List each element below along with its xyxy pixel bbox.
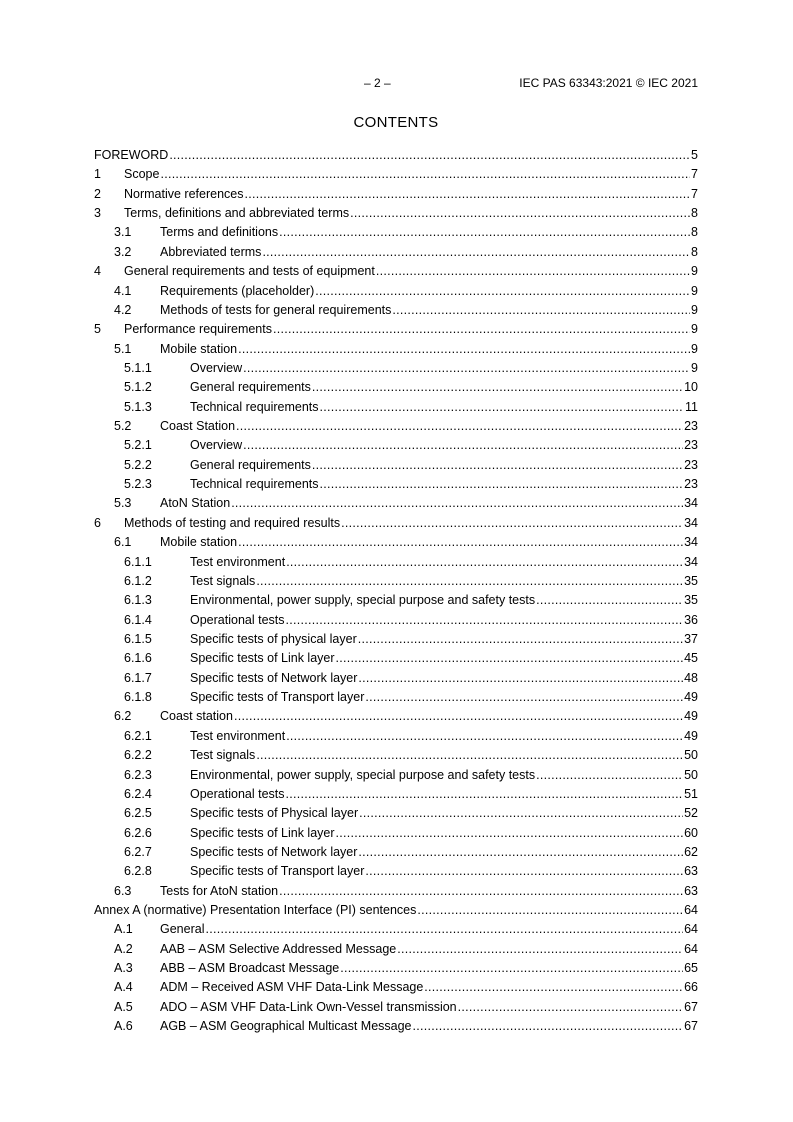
toc-entry[interactable] [94, 591, 698, 609]
toc-entry-page: 51 [684, 786, 698, 801]
toc-dot-leader [286, 785, 684, 803]
toc-entry[interactable] [94, 649, 698, 667]
toc-dot-leader [358, 669, 683, 687]
toc-entry-number: 3 [94, 206, 101, 221]
toc-entry-title: Specific tests of Network layer [190, 670, 358, 685]
toc-entry-number: 6.1.4 [124, 612, 152, 627]
toc-entry-number: 6.2 [114, 709, 132, 724]
toc-entry-page: 64 [684, 941, 698, 956]
toc-entry-title: Performance requirements [124, 322, 272, 337]
toc-entry-page: 64 [684, 922, 698, 937]
toc-entry-page: 9 [691, 302, 698, 317]
page-number: – 2 – [364, 76, 391, 90]
toc-entry-number: A.5 [114, 999, 133, 1014]
toc-entry-title: FOREWORD [94, 148, 169, 162]
toc-entry-title: Specific tests of Transport layer [190, 864, 365, 879]
toc-entry[interactable] [94, 456, 698, 474]
toc-entry[interactable] [94, 301, 698, 319]
toc-entry-page: 66 [684, 980, 698, 995]
toc-entry-page: 9 [691, 360, 698, 375]
toc-entry[interactable] [94, 572, 698, 590]
toc-entry-number: 4.1 [114, 283, 132, 298]
toc-entry-number: 6.1.2 [124, 573, 152, 588]
toc-entry-number: A.6 [114, 1019, 133, 1034]
toc-dot-leader [234, 707, 683, 725]
toc-dot-leader [236, 417, 683, 435]
toc-entry[interactable] [94, 862, 698, 880]
toc-entry-page: 23 [684, 438, 698, 453]
toc-entry-number: 3.1 [114, 225, 132, 240]
toc-entry[interactable] [94, 204, 698, 222]
toc-entry-title: Environmental, power supply, special purpose and safety tests [190, 593, 536, 608]
toc-entry-title: Specific tests of Network layer [190, 844, 358, 859]
toc-entry-title: AtoN Station [160, 496, 231, 511]
toc-entry-number: 6.2.1 [124, 728, 152, 743]
toc-entry-page: 8 [691, 225, 698, 240]
toc-dot-leader [358, 630, 683, 648]
toc-entry-number: 6.1.1 [124, 554, 152, 569]
toc-entry-title: Environmental, power supply, special purpose and safety tests [190, 767, 536, 782]
toc-entry-title: Test signals [190, 748, 256, 763]
toc-entry[interactable] [94, 978, 698, 996]
toc-entry-title: Specific tests of physical layer [190, 632, 357, 646]
toc-entry-page: 52 [684, 806, 698, 821]
toc-entry-page: 23 [684, 419, 698, 434]
toc-entry-number: 6 [94, 515, 101, 530]
toc-entry-number: 1 [94, 167, 101, 182]
toc-entry-title: Mobile station [160, 535, 238, 550]
toc-entry[interactable] [94, 630, 698, 648]
toc-dot-leader [273, 320, 690, 338]
toc-dot-leader [536, 591, 683, 609]
toc-entry-page: 10 [684, 380, 698, 395]
toc-entry-number: 6.2.8 [124, 864, 152, 879]
toc-entry-page: 34 [684, 496, 698, 511]
toc-entry-number: A.2 [114, 941, 133, 956]
toc-entry-number: A.4 [114, 980, 133, 995]
toc-entry-page: 62 [684, 844, 698, 859]
toc-dot-leader [424, 978, 683, 996]
toc-entry[interactable] [94, 824, 698, 842]
toc-dot-leader [336, 649, 684, 667]
toc-entry[interactable] [94, 940, 698, 958]
toc-entry-page: 8 [691, 206, 698, 221]
toc-entry-title: Test signals [190, 573, 256, 588]
toc-entry-page: 34 [684, 535, 698, 550]
toc-entry-page: 49 [684, 690, 698, 705]
page-header [94, 76, 698, 94]
toc-entry-title: Tests for AtoN station [160, 883, 279, 898]
toc-entry-number: 6.2.7 [124, 844, 152, 859]
toc-entry[interactable] [94, 843, 698, 861]
toc-entry[interactable] [94, 669, 698, 687]
toc-entry-page: 34 [684, 554, 698, 569]
toc-dot-leader [320, 398, 684, 416]
toc-entry-title: Specific tests of Transport layer [190, 690, 365, 705]
toc-entry-page: 35 [684, 593, 698, 608]
contents-title: CONTENTS [353, 114, 439, 131]
toc-entry[interactable] [94, 185, 698, 203]
toc-dot-leader [279, 223, 690, 241]
toc-entry-page: 63 [684, 883, 698, 898]
toc-entry[interactable] [94, 882, 698, 900]
toc-entry[interactable] [94, 262, 698, 280]
toc-entry-title: Mobile station [160, 341, 238, 356]
toc-entry-number: 5.1.1 [124, 360, 152, 375]
toc-dot-leader [320, 475, 684, 493]
toc-entry[interactable] [94, 282, 698, 300]
toc-entry-page: 9 [691, 283, 698, 298]
toc-entry-number: 4 [94, 264, 101, 279]
toc-entry-page: 48 [684, 670, 698, 685]
toc-entry-title: Normative references [124, 186, 244, 201]
toc-entry-page: 7 [691, 167, 698, 182]
toc-entry[interactable] [94, 611, 698, 629]
toc-entry-page: 50 [684, 767, 698, 782]
toc-entry-page: 50 [684, 748, 698, 763]
toc-entry[interactable] [94, 553, 698, 571]
toc-dot-leader [160, 165, 690, 183]
toc-dot-leader [243, 359, 690, 377]
toc-dot-leader [341, 514, 683, 532]
toc-entry[interactable] [94, 398, 698, 416]
toc-entry-title: General [160, 922, 205, 937]
toc-entry-title: Operational tests [190, 786, 285, 801]
toc-entry-title: Terms and definitions [160, 225, 279, 240]
toc-dot-leader [315, 282, 690, 300]
toc-entry[interactable] [94, 146, 698, 164]
toc-entry-page: 67 [684, 1019, 698, 1034]
toc-entry-number: 4.2 [114, 302, 132, 317]
toc-entry-title: ABB – ASM Broadcast Message [160, 961, 340, 976]
toc-entry-title: Specific tests of Link layer [190, 651, 335, 666]
toc-entry-number: 5.1 [114, 341, 132, 356]
toc-entry-number: 6.1 [114, 535, 132, 550]
toc-entry-title: AGB – ASM Geographical Multicast Message [160, 1019, 412, 1034]
toc-entry-number: 2 [94, 186, 101, 201]
toc-entry-number: 6.1.7 [124, 670, 152, 685]
toc-entry-title: ADM – Received ASM VHF Data-Link Message [160, 980, 424, 995]
toc-dot-leader [350, 204, 690, 222]
toc-entry-title: Technical requirements [190, 477, 319, 492]
toc-entry-title: General requirements [190, 457, 311, 472]
toc-entry-number: 5.1.3 [124, 399, 152, 414]
toc-entry-title: Requirements (placeholder) [160, 283, 315, 298]
toc-entry-title: Annex A (normative) Presentation Interface (PI) sentences [94, 903, 417, 918]
toc-entry-page: 11 [685, 399, 698, 414]
toc-entry[interactable] [94, 436, 698, 454]
toc-dot-leader [312, 378, 683, 396]
toc-dot-leader [262, 243, 690, 261]
toc-entry-number: 5.2.1 [124, 438, 152, 453]
toc-entry-page: 23 [684, 477, 698, 492]
toc-entry-number: A.1 [114, 922, 133, 937]
toc-entry-page: 67 [684, 999, 698, 1014]
toc-entry[interactable] [94, 475, 698, 493]
toc-entry-title: Overview [190, 360, 243, 375]
toc-dot-leader [245, 185, 691, 203]
toc-entry-page: 34 [684, 515, 698, 530]
toc-entry-page: 8 [691, 244, 698, 259]
toc-entry-title: Scope [124, 167, 160, 182]
toc-entry-number: 6.1.6 [124, 651, 152, 666]
toc-entry[interactable] [94, 1017, 698, 1035]
toc-entry-title: General requirements [190, 380, 311, 395]
toc-dot-leader [458, 998, 683, 1016]
toc-entry[interactable] [94, 727, 698, 745]
toc-dot-leader [243, 436, 683, 454]
toc-entry-number: 5.2.2 [124, 457, 152, 472]
toc-entry-title: Overview [190, 438, 243, 453]
toc-entry-page: 35 [684, 573, 698, 588]
toc-dot-leader [238, 533, 683, 551]
toc-dot-leader [536, 766, 683, 784]
toc-entry[interactable] [94, 901, 698, 919]
toc-entry-title: Specific tests of Physical layer [190, 806, 359, 821]
toc-entry[interactable] [94, 514, 698, 532]
toc-dot-leader [340, 959, 683, 977]
toc-entry-page: 60 [684, 825, 698, 840]
toc-entry[interactable] [94, 766, 698, 784]
toc-entry-title: AAB – ASM Selective Addressed Message [160, 941, 397, 956]
toc-entry[interactable] [94, 920, 698, 938]
toc-entry-number: 5.1.2 [124, 380, 152, 395]
toc-entry-title: Technical requirements [190, 399, 319, 414]
toc-entry-title: Methods of tests for general requirements [160, 302, 392, 317]
toc-entry[interactable] [94, 243, 698, 261]
toc-dot-leader [205, 920, 683, 938]
toc-entry-title: ADO – ASM VHF Data-Link Own-Vessel transmission [160, 999, 457, 1014]
toc-entry-title: Test environment [190, 554, 286, 569]
toc-entry-page: 36 [684, 612, 698, 627]
toc-entry-number: 6.2.3 [124, 767, 152, 782]
toc-entry-page: 65 [684, 961, 698, 976]
toc-dot-leader [238, 340, 690, 358]
toc-entry-title: Coast station [160, 709, 233, 724]
toc-dot-leader [417, 901, 683, 919]
toc-entry-title: Coast Station [160, 419, 236, 434]
toc-dot-leader [169, 146, 690, 164]
toc-dot-leader [397, 940, 683, 958]
toc-entry-page: 49 [684, 728, 698, 743]
toc-entry-title: Terms, definitions and abbreviated terms [124, 206, 350, 221]
toc-dot-leader [376, 262, 690, 280]
toc-entry-number: 5 [94, 322, 101, 337]
toc-entry[interactable] [94, 998, 698, 1016]
toc-entry-title: Operational tests [190, 612, 285, 627]
toc-entry-number: 3.2 [114, 244, 132, 259]
toc-entry[interactable] [94, 223, 698, 241]
toc-entry-page: 9 [691, 322, 698, 337]
toc-entry[interactable] [94, 359, 698, 377]
toc-entry-number: 6.2.4 [124, 786, 152, 801]
toc-entry[interactable] [94, 785, 698, 803]
toc-entry[interactable] [94, 417, 698, 435]
toc-entry[interactable] [94, 746, 698, 764]
toc-dot-leader [286, 727, 683, 745]
toc-dot-leader [231, 494, 683, 512]
toc-dot-leader [286, 611, 684, 629]
toc-entry-page: 9 [691, 341, 698, 356]
toc-dot-leader [256, 572, 683, 590]
toc-entry-page: 5 [691, 148, 698, 162]
toc-entry-number: 6.2.6 [124, 825, 152, 840]
toc-entry-title: General requirements and tests of equipment [124, 264, 375, 279]
toc-entry[interactable] [94, 707, 698, 725]
toc-entry-number: 6.3 [114, 883, 132, 898]
toc-entry-number: A.3 [114, 961, 133, 976]
toc-entry[interactable] [94, 378, 698, 396]
toc-entry-page: 23 [684, 457, 698, 472]
toc-dot-leader [279, 882, 683, 900]
toc-entry[interactable] [94, 533, 698, 551]
toc-entry-page: 9 [691, 264, 698, 279]
toc-entry-page: 45 [684, 651, 698, 666]
toc-entry[interactable] [94, 959, 698, 977]
toc-entry-number: 6.1.5 [124, 632, 152, 646]
toc-dot-leader [365, 688, 683, 706]
toc-entry-number: 6.2.2 [124, 748, 152, 763]
toc-entry[interactable] [94, 165, 698, 183]
toc-entry[interactable] [94, 804, 698, 822]
toc-dot-leader [392, 301, 690, 319]
toc-dot-leader [286, 553, 683, 571]
toc-entry-title: Abbreviated terms [160, 244, 262, 259]
toc-entry[interactable] [94, 494, 698, 512]
toc-dot-leader [312, 456, 683, 474]
toc-entry-number: 6.2.5 [124, 806, 152, 821]
toc-dot-leader [358, 843, 683, 861]
toc-dot-leader [256, 746, 683, 764]
toc-entry-number: 6.1.8 [124, 690, 152, 705]
toc-entry[interactable] [94, 320, 698, 338]
toc-dot-leader [336, 824, 684, 842]
toc-entry-page: 64 [684, 903, 698, 918]
toc-entry-title: Methods of testing and required results [124, 515, 341, 530]
toc-entry-number: 5.2 [114, 419, 132, 434]
toc-entry-number: 5.2.3 [124, 477, 152, 492]
toc-entry-title: Specific tests of Link layer [190, 825, 335, 840]
toc-entry-title: Test environment [190, 728, 286, 743]
toc-entry-number: 5.3 [114, 496, 132, 511]
toc-entry[interactable] [94, 340, 698, 358]
toc-entry-page: 7 [691, 186, 698, 201]
toc-entry-number: 6.1.3 [124, 593, 152, 608]
toc-entry-page: 63 [684, 864, 698, 879]
toc-dot-leader [359, 804, 683, 822]
toc-dot-leader [365, 862, 683, 880]
toc-entry[interactable] [94, 688, 698, 706]
toc-entry-page: 37 [684, 632, 698, 646]
document-id: IEC PAS 63343:2021 © IEC 2021 [519, 76, 698, 90]
toc-entry-page: 49 [684, 709, 698, 724]
toc-dot-leader [413, 1017, 684, 1035]
